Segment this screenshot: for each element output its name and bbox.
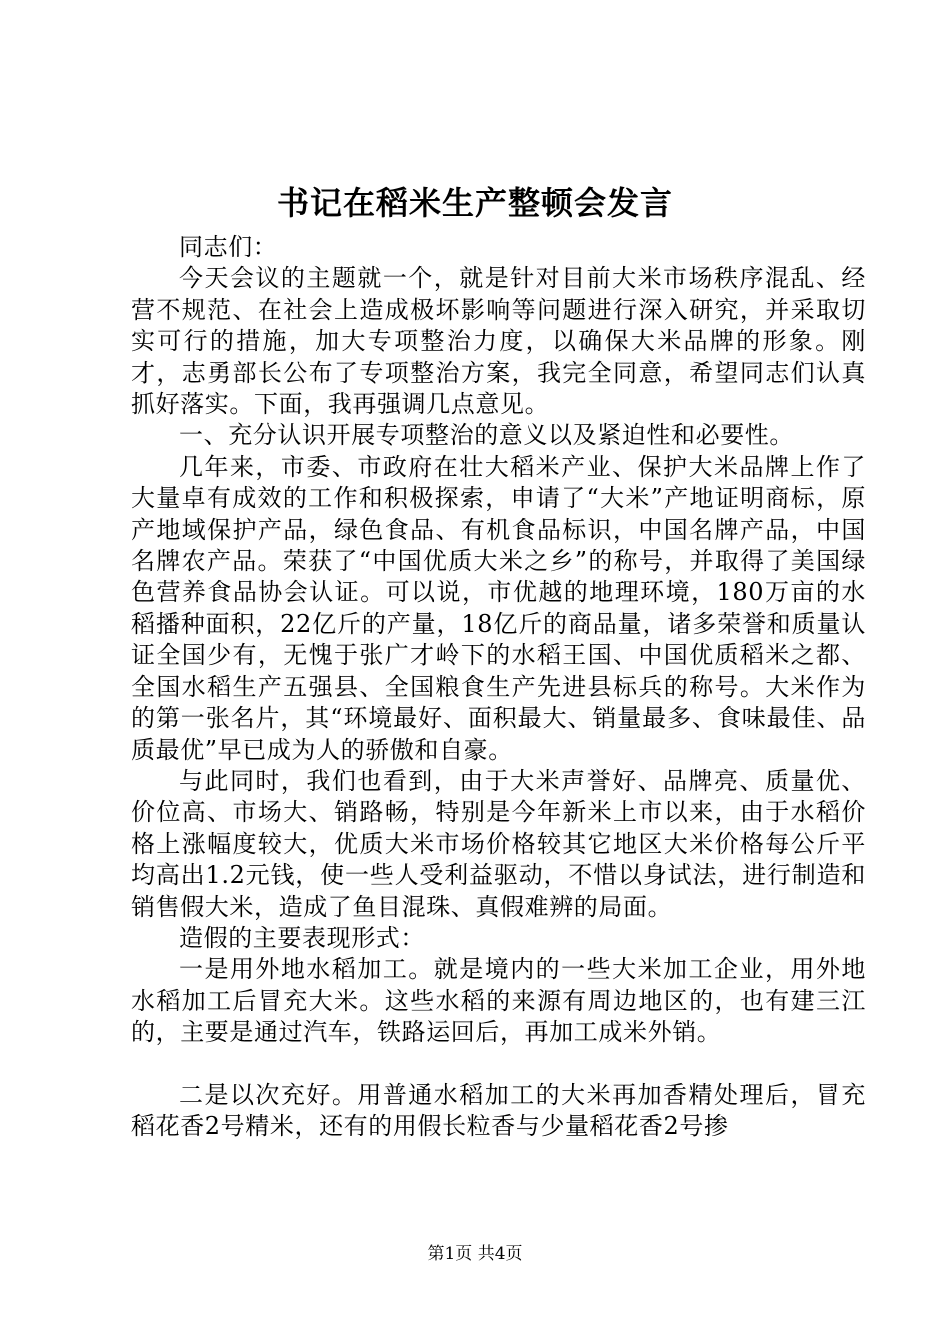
salutation-paragraph: 同志们： [179,233,278,261]
form-two-paragraph: 二是以次充好。用普通水稻加工的大米再加香精处理后，冒充稻花香2号精米，还有的用假长粒香与少量稻花香2号掺 [131,1080,866,1140]
background-paragraph: 几年来，市委、市政府在壮大稻米产业、保护大米品牌上作了大量卓有成效的工作和积极探索，申请了“大米”产地证明商标，原产地域保护产品，绿色食品、有机食品标识，中国名牌产品，中国名牌农产品。荣获了“中国优质大米之乡”的称号，并取得了美国绿色营养食品协会认证。可以说，市优越的地理环境，180万亩的水稻播种面积，22亿斤的产量，18亿斤的商品量，诸多荣誉和质量认证全国少有，无愧于张广才岭下的水稻王国、中国优质稻米之都、全国水稻生产五强县、全国粮食生产先进县标兵的称号。大米作为的第一张名片，其“环境最好、面积最大、销量最多、食味最佳、品质最优”早已成为人的骄傲和自豪。 [131,452,866,764]
document-title: 书记在稻米生产整顿会发言 [276,184,673,222]
page-number-footer: 第1页 共4页 [427,1244,523,1264]
problem-paragraph: 与此同时，我们也看到，由于大米声誉好、品牌亮、质量优、价位高、市场大、销路畅，特别是今年新米上市以来，由于水稻价格上涨幅度较大，优质大米市场价格较其它地区大米价格每公斤平均高出1.2元钱，使一些人受利益驱动，不惜以身试法，进行制造和销售假大米，造成了鱼目混珠、真假难辨的局面。 [131,766,866,921]
form-one-paragraph: 一是用外地水稻加工。就是境内的一些大米加工企业，用外地水稻加工后冒充大米。这些水稻的来源有周边地区的，也有建三江的，主要是通过汽车，铁路运回后，再加工成米外销。 [131,955,866,1047]
section-heading-1: 一、充分认识开展专项整治的意义以及紧迫性和必要性。 [179,421,794,450]
intro-paragraph: 今天会议的主题就一个，就是针对目前大米市场秩序混乱、经营不规范、在社会上造成极坏影响等问题进行深入研究，并采取切实可行的措施，加大专项整治力度，以确保大米品牌的形象。刚才，志勇部长公布了专项整治方案，我完全同意，希望同志们认真抓好落实。下面，我再强调几点意见。 [131,264,866,419]
document-body [131,232,866,1142]
forms-heading: 造假的主要表现形式： [179,923,425,952]
